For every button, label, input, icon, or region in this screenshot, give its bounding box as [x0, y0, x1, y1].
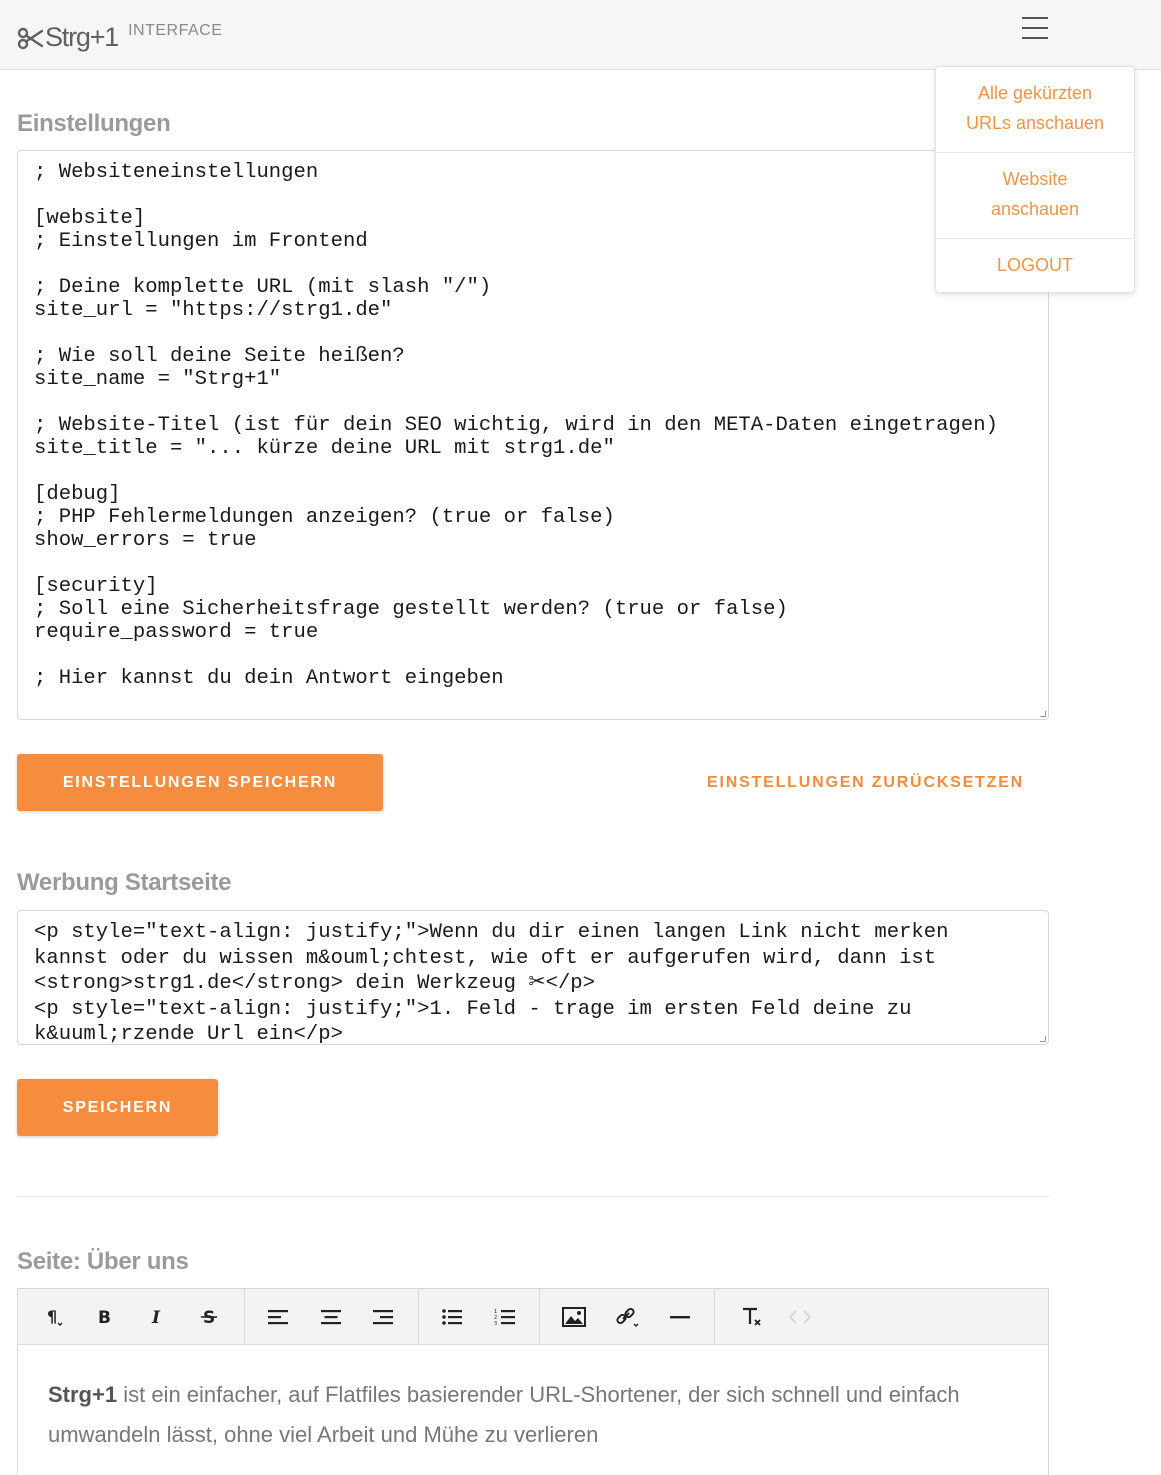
ads-textarea-content: <p style="text-align: justify;">Wenn du dir einen langen Link nicht merken kannst oder du wissen m&ouml;chtest, wie oft er aufgerufen wird, dann ist <strong>strg1.de</strong> dein Werkzeug ✂</p> <p style="text-align: justify;">1. Feld - trage im ersten Feld deine zu k&uuml;rzende Url ein</p>: [34, 921, 949, 1045]
toolbar-separator: [244, 1289, 245, 1345]
clear-format-icon[interactable]: [736, 1301, 768, 1333]
save-ads-button[interactable]: SPEICHERN: [17, 1079, 218, 1136]
svg-text:B: B: [98, 1308, 111, 1327]
brand-name: Strg+1: [45, 22, 119, 52]
horizontal-rule-icon[interactable]: [664, 1301, 696, 1333]
strikethrough-icon[interactable]: [193, 1301, 225, 1333]
editor-content[interactable]: [18, 1345, 1048, 1475]
scissors-icon: [17, 25, 43, 51]
align-left-icon[interactable]: [262, 1301, 294, 1333]
code-view-icon[interactable]: [784, 1301, 816, 1333]
resize-handle[interactable]: [1040, 711, 1046, 717]
bullet-list-icon[interactable]: [436, 1301, 468, 1333]
brand[interactable]: [17, 20, 222, 54]
italic-icon[interactable]: [140, 1301, 172, 1333]
brand-subtitle: INTERFACE: [128, 22, 223, 39]
svg-text:2: 2: [494, 1315, 498, 1321]
image-icon[interactable]: [558, 1301, 590, 1333]
editor-strong-text: Strg+1: [48, 1382, 118, 1407]
section-divider: [17, 1196, 1049, 1197]
save-settings-button[interactable]: EINSTELLUNGEN SPEICHERN: [17, 754, 383, 811]
align-right-icon[interactable]: [367, 1301, 399, 1333]
toolbar-separator: [539, 1289, 540, 1345]
svg-text:S: S: [203, 1308, 216, 1327]
editor-toolbar: [18, 1289, 1048, 1345]
hamburger-icon[interactable]: [1018, 14, 1052, 44]
toolbar-separator: [714, 1289, 715, 1345]
nav-dropdown-menu: [935, 66, 1135, 293]
svg-text:I: I: [152, 1308, 160, 1327]
align-center-icon[interactable]: [315, 1301, 347, 1333]
about-title: Seite: Über uns: [17, 1248, 189, 1275]
numbered-list-icon[interactable]: [489, 1301, 521, 1333]
ads-title: Werbung Startseite: [17, 869, 232, 896]
reset-settings-button[interactable]: EINSTELLUNGEN ZURÜCKSETZEN: [707, 774, 1025, 791]
bold-icon[interactable]: [88, 1301, 120, 1333]
settings-textarea-content: ; Websiteneinstellungen [website] ; Einstellungen im Frontend ; Deine komplette URL (mit slash "/") site_url = "https://strg1.de" ; Wie soll deine Seite heißen? site_name = "Strg+1" ; Website-Titel (ist für dein SEO wichtig, wird in den META-Daten eingetragen) site_title = "... kürze deine URL mit strg1.de" [debug] ; PHP Fehlermeldungen anzeigen? (true or false) show_errors = true [security] ; Soll eine Sicherheitsfrage gestellt werden? (true or false) require_password = true ; Hier kannst du dein Antwort eingeben: [34, 161, 998, 690]
link-icon[interactable]: [611, 1301, 643, 1333]
resize-handle[interactable]: [1040, 1036, 1046, 1042]
ads-textarea[interactable]: [17, 910, 1049, 1045]
editor-body-text: ist ein einfacher, auf Flatfiles basierender URL-Shortener, der sich schnell und einfach umwandeln lässt, ohne viel Arbeit und Mühe zu verlieren: [48, 1382, 960, 1447]
menu-item-view-website[interactable]: Website anschauen: [936, 153, 1134, 239]
svg-text:1: 1: [494, 1309, 498, 1315]
menu-item-all-urls[interactable]: Alle gekürzten URLs anschauen: [936, 67, 1134, 153]
wysiwyg-editor: [17, 1288, 1049, 1475]
menu-item-logout[interactable]: LOGOUT: [996, 255, 1073, 275]
settings-textarea[interactable]: [17, 150, 1049, 720]
top-navbar: [0, 0, 1161, 70]
settings-title: Einstellungen: [17, 110, 171, 137]
svg-text:3: 3: [494, 1321, 498, 1326]
paragraph-icon[interactable]: [38, 1301, 70, 1333]
toolbar-separator: [418, 1289, 419, 1345]
svg-text:¶: ¶: [47, 1307, 58, 1326]
